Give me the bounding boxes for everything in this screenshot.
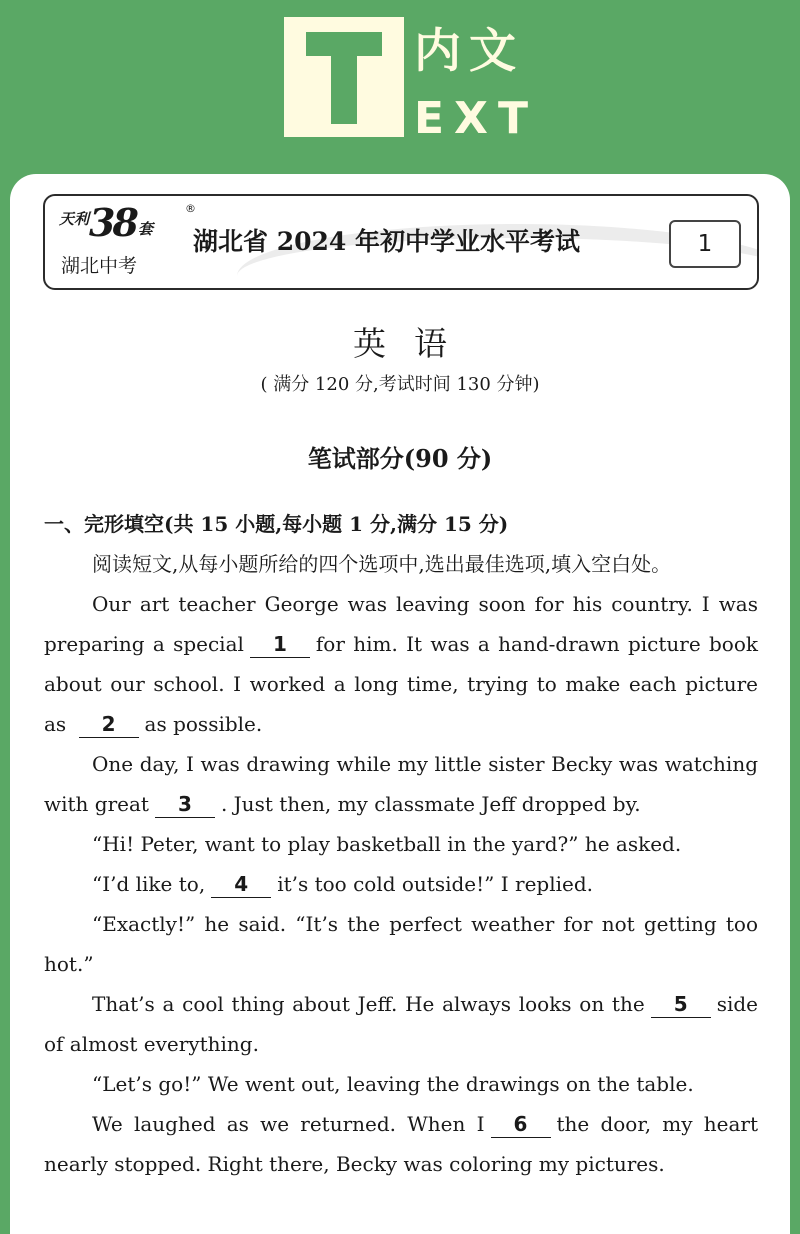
page-number-box: 1	[669, 220, 741, 268]
paragraph-text: . Just then, my classmate Jeff dropped by.	[220, 792, 641, 816]
paragraph-8	[44, 1104, 758, 1184]
blank-5: 5	[651, 991, 711, 1018]
logo-t-letter-stem	[331, 32, 357, 124]
paragraph-text: the door, my heart nearly stopped. Right there, Becky was coloring my pictures.	[44, 1112, 758, 1176]
text-logo-box	[284, 17, 404, 137]
paragraph-text: That’s a cool thing about Jeff. He always looks on the	[92, 992, 645, 1016]
paragraph-6	[44, 984, 758, 1064]
blank-3: 3	[155, 791, 215, 818]
paragraph-text: One day, I was drawing while my little sister Becky was watching with great	[44, 752, 758, 816]
paragraph-text: as possible.	[144, 712, 263, 736]
brand-subtitle: 湖北中考	[61, 255, 138, 277]
paragraph-4	[44, 864, 758, 904]
paragraph-text: We laughed as we returned. When I	[92, 1112, 485, 1136]
banner-en-label: EXT	[414, 93, 538, 144]
subject-title: 英语	[353, 324, 475, 363]
paragraph-text: Our art teacher George was leaving soon for his country. I was preparing a special	[44, 592, 758, 656]
paragraph-7: “Let’s go!” We went out, leaving the drawings on the table.	[92, 1072, 694, 1096]
blank-2: 2	[79, 711, 139, 738]
instruction: 阅读短文,从每小题所给的四个选项中,选出最佳选项,填入空白处。	[92, 552, 672, 576]
top-banner	[0, 0, 800, 175]
passage-content	[44, 504, 758, 1184]
brand-suffix: 套	[137, 220, 153, 238]
blank-1: 1	[250, 631, 310, 658]
registered-mark: ®	[185, 202, 196, 215]
paragraph-text: for him. It was a hand-drawn picture book about our school. I worked a long time, trying to make each picture as	[44, 632, 758, 736]
brand-logo	[59, 200, 153, 245]
paragraph-text: side of almost everything.	[44, 992, 758, 1056]
blank-6: 6	[491, 1111, 551, 1138]
brand-number: 38	[89, 200, 136, 245]
part-heading: 一、完形填空(共 15 小题,每小题 1 分,满分 15 分)	[44, 512, 509, 536]
paragraph-text: it’s too cold outside!” I replied.	[277, 872, 593, 896]
paragraph-3: “Hi! Peter, want to play basketball in the yard?” he asked.	[92, 832, 682, 856]
exam-title: 湖北省 2024 年初中学业水平考试	[193, 227, 580, 256]
brand-prefix: 天利	[59, 210, 90, 228]
banner-cn-label: 内文	[414, 24, 524, 79]
paragraph-5: “Exactly!” he said. “It’s the perfect weather for not getting too hot.”	[44, 912, 758, 976]
paragraph-2	[44, 744, 758, 824]
exam-paper	[10, 174, 790, 1234]
blank-4: 4	[211, 871, 271, 898]
score-note: ( 满分 120 分,考试时间 130 分钟)	[260, 374, 540, 395]
paragraph-1	[44, 584, 758, 744]
exam-header-box	[43, 194, 759, 290]
paragraph-text: “I’d like to,	[92, 872, 206, 896]
section-title: 笔试部分(90 分)	[307, 444, 493, 473]
